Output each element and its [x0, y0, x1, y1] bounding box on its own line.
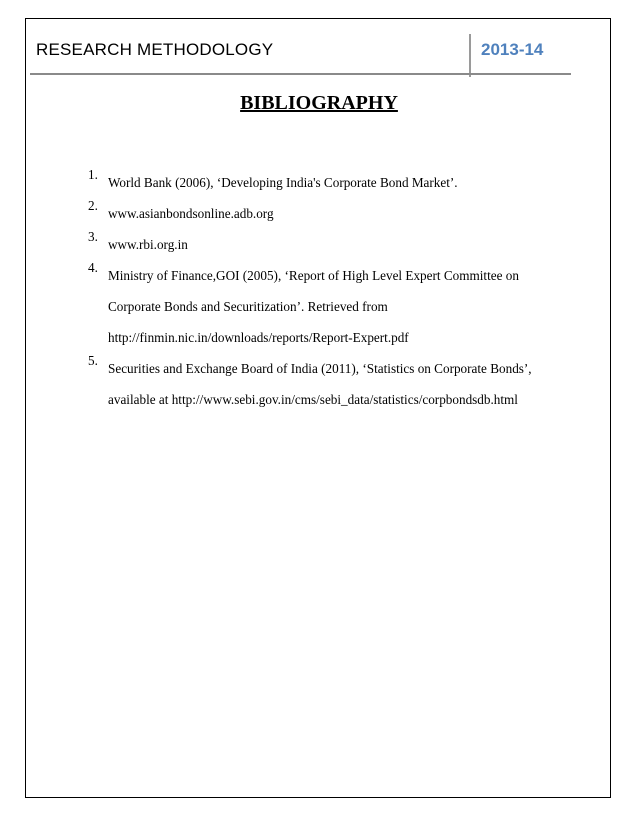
bibliography-list: [88, 167, 598, 415]
bibliography-item-1: [88, 167, 598, 198]
header-year: 2013-14: [481, 40, 544, 59]
bibliography-item-4: [88, 260, 598, 353]
item-number: 4.: [88, 260, 98, 275]
item-link-text: www.asianbondsonline.adb.org: [108, 206, 274, 221]
item-text-line: World Bank (2006), ‘Developing India's Corporate Bond Market’.: [108, 175, 458, 190]
item-text-line: Securities and Exchange Board of India (2011), ‘Statistics on Corporate Bonds’,: [108, 361, 532, 376]
header-divider: [469, 34, 471, 77]
bibliography-item-3: [88, 229, 598, 260]
bibliography-item-5: [88, 353, 598, 415]
item-url-line: available at http://www.sebi.gov.in/cms/sebi_data/statistics/corpbondsdb.html: [108, 392, 518, 407]
item-number: 2.: [88, 198, 98, 213]
item-text-line: Corporate Bonds and Securitization’. Retrieved from: [108, 299, 388, 314]
item-number: 5.: [88, 353, 98, 368]
header-rule: [30, 73, 571, 75]
item-url-line: http://finmin.nic.in/downloads/reports/Report-Expert.pdf: [108, 330, 409, 345]
item-text-line: Ministry of Finance,GOI (2005), ‘Report of High Level Expert Committee on: [108, 268, 519, 283]
page-title: BIBLIOGRAPHY: [240, 92, 398, 114]
header-course-title: RESEARCH METHODOLOGY: [36, 40, 274, 59]
item-link-text: www.rbi.org.in: [108, 237, 188, 252]
item-number: 3.: [88, 229, 98, 244]
item-number: 1.: [88, 167, 98, 182]
bibliography-item-2: [88, 198, 598, 229]
